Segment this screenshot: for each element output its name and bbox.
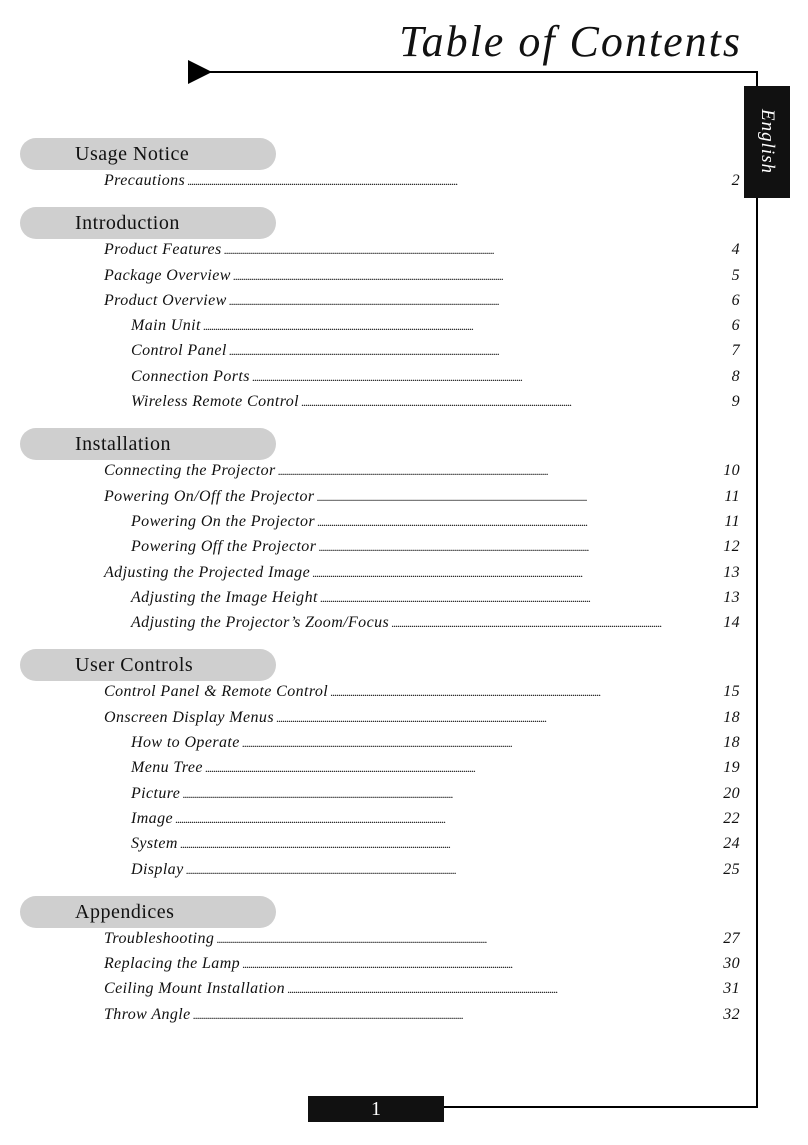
toc-entry-label: Throw Angle: [104, 1005, 191, 1023]
toc-section: [0, 649, 740, 885]
toc-entry-label: Main Unit: [131, 317, 201, 335]
toc-entry-label: How to Operate: [131, 734, 240, 752]
toc-entry-label: Image: [131, 809, 173, 827]
dot-leader: [216, 930, 721, 948]
page-number: 1: [308, 1096, 444, 1122]
dot-leader: [320, 589, 721, 607]
dot-leader: [252, 368, 730, 386]
dot-leader: [242, 734, 721, 752]
section-heading[interactable]: Appendices: [20, 896, 276, 928]
toc-entry-label: Precautions: [104, 172, 186, 189]
toc-entry-page: 32: [723, 1005, 740, 1023]
dot-leader: [186, 861, 722, 879]
toc-entry-label: Product Overview: [104, 291, 227, 309]
toc-entry-page: 2: [731, 172, 740, 189]
dot-leader: [205, 759, 721, 777]
toc-entry[interactable]: [0, 614, 740, 639]
dot-leader: [182, 785, 721, 803]
toc-entry-page: 11: [724, 512, 740, 530]
toc-entry-label: System: [131, 835, 178, 853]
toc-entry-page: 13: [723, 588, 740, 606]
toc-entry-label: Package Overview: [104, 266, 231, 284]
toc-section: [0, 207, 740, 418]
dot-leader: [317, 513, 722, 531]
dot-leader: [276, 709, 721, 727]
toc-entry-label: Adjusting the Projector’s Zoom/Focus: [131, 614, 390, 632]
toc-entry-page: 7: [731, 342, 740, 360]
toc-entry-page: 19: [723, 759, 740, 777]
dot-leader: [180, 835, 721, 853]
side-rule: [756, 71, 758, 1108]
dot-leader: [224, 241, 730, 259]
toc-entry[interactable]: [0, 317, 740, 342]
toc-entry[interactable]: [0, 172, 740, 197]
toc-entry-page: 5: [731, 266, 740, 284]
toc-entry-label: Troubleshooting: [104, 929, 215, 947]
toc-entry-page: 4: [731, 241, 740, 259]
toc-entry[interactable]: [0, 980, 740, 1005]
toc-entry[interactable]: [0, 564, 740, 589]
section-heading[interactable]: User Controls: [20, 649, 276, 681]
toc-entry-label: Picture: [131, 784, 181, 802]
toc-entry-label: Replacing the Lamp: [104, 955, 241, 973]
dot-leader: [229, 342, 730, 360]
dot-leader: [242, 955, 721, 973]
dot-leader: [318, 538, 721, 556]
dot-leader: [278, 462, 722, 480]
toc-entry[interactable]: [0, 785, 740, 810]
toc-section: [0, 428, 740, 639]
dot-leader: [301, 393, 730, 411]
toc-entry[interactable]: [0, 393, 740, 418]
toc-entry-page: 18: [723, 734, 740, 752]
toc-entry-page: 10: [723, 462, 740, 480]
toc-entry[interactable]: [0, 709, 740, 734]
toc-entry-page: 14: [723, 614, 740, 632]
toc-entry-label: Adjusting the Image Height: [131, 588, 318, 606]
toc-entry-label: Connecting the Projector: [104, 462, 276, 480]
toc-entry-page: 13: [723, 563, 740, 581]
toc-entry-label: Control Panel: [131, 342, 227, 360]
toc-entry[interactable]: [0, 810, 740, 835]
toc-entry[interactable]: [0, 488, 740, 513]
toc-entry-label: Menu Tree: [131, 759, 203, 777]
language-tab-label: English: [757, 109, 778, 175]
dot-leader: [175, 810, 721, 828]
page-title: Table of Contents: [399, 17, 742, 66]
dot-leader: [203, 317, 730, 335]
dot-leader: [187, 172, 729, 190]
toc-entry-label: Wireless Remote Control: [131, 393, 299, 411]
toc-entry-label: Powering Off the Projector: [131, 538, 317, 556]
toc-entry-page: 30: [723, 955, 740, 973]
section-heading[interactable]: Introduction: [20, 207, 276, 239]
toc-entry-page: 12: [723, 538, 740, 556]
toc-section: [0, 896, 740, 1031]
toc-entry[interactable]: [0, 292, 740, 317]
toc-entry[interactable]: [0, 1006, 740, 1031]
dot-leader: [287, 980, 721, 998]
dot-leader: [233, 267, 730, 285]
toc-entry-page: 24: [723, 835, 740, 853]
section-heading[interactable]: Installation: [20, 428, 276, 460]
section-heading[interactable]: Usage Notice: [20, 138, 276, 170]
toc-entry[interactable]: [0, 955, 740, 980]
toc-entry-label: Adjusting the Projected Image: [104, 563, 311, 581]
toc-entry[interactable]: [0, 930, 740, 955]
toc-entry[interactable]: [0, 759, 740, 784]
toc-entry-label: Powering On/Off the Projector: [104, 487, 315, 505]
toc-entry-label: Product Features: [104, 241, 222, 259]
toc-entry-page: 11: [724, 487, 740, 505]
dot-leader: [330, 683, 721, 701]
header-rule: [208, 71, 758, 73]
toc-entry[interactable]: [0, 513, 740, 538]
toc-entry-page: 9: [731, 393, 740, 411]
footer-rule: [444, 1106, 758, 1108]
toc-entry-label: Ceiling Mount Installation: [104, 980, 286, 998]
toc-entry-label: Control Panel & Remote Control: [104, 683, 329, 701]
toc-entry-label: Connection Ports: [131, 367, 250, 385]
toc-entry-label: Powering On the Projector: [131, 512, 316, 530]
toc-entry[interactable]: [0, 538, 740, 563]
dot-leader: [229, 292, 730, 310]
dot-leader: [391, 614, 721, 632]
toc-entry[interactable]: [0, 861, 740, 886]
toc-entry-page: 31: [723, 980, 740, 998]
toc-entry[interactable]: [0, 835, 740, 860]
toc-entry-page: 20: [723, 784, 740, 802]
toc-entry-page: 27: [723, 929, 740, 947]
toc-entry[interactable]: [0, 368, 740, 393]
toc-entry[interactable]: [0, 462, 740, 487]
toc-entry[interactable]: [0, 683, 740, 708]
toc-entry[interactable]: [0, 342, 740, 367]
toc-entry-page: 6: [731, 291, 740, 309]
toc-entry[interactable]: [0, 267, 740, 292]
toc-entry[interactable]: [0, 241, 740, 266]
toc-entry-label: Onscreen Display Menus: [104, 708, 274, 726]
toc-entry-page: 25: [723, 860, 740, 878]
toc-entry-page: 6: [731, 317, 740, 335]
dot-leader: [317, 488, 723, 506]
dot-leader: [312, 564, 721, 582]
dot-leader: [193, 1006, 722, 1024]
toc-entry-page: 8: [731, 367, 740, 385]
toc-entry-page: 18: [723, 708, 740, 726]
toc-section: [0, 138, 740, 197]
toc-entry-label: Display: [131, 860, 184, 878]
toc-entry[interactable]: [0, 589, 740, 614]
table-of-contents: [0, 138, 740, 1041]
toc-entry-page: 15: [723, 683, 740, 701]
toc-entry[interactable]: [0, 734, 740, 759]
toc-entry-page: 22: [723, 809, 740, 827]
